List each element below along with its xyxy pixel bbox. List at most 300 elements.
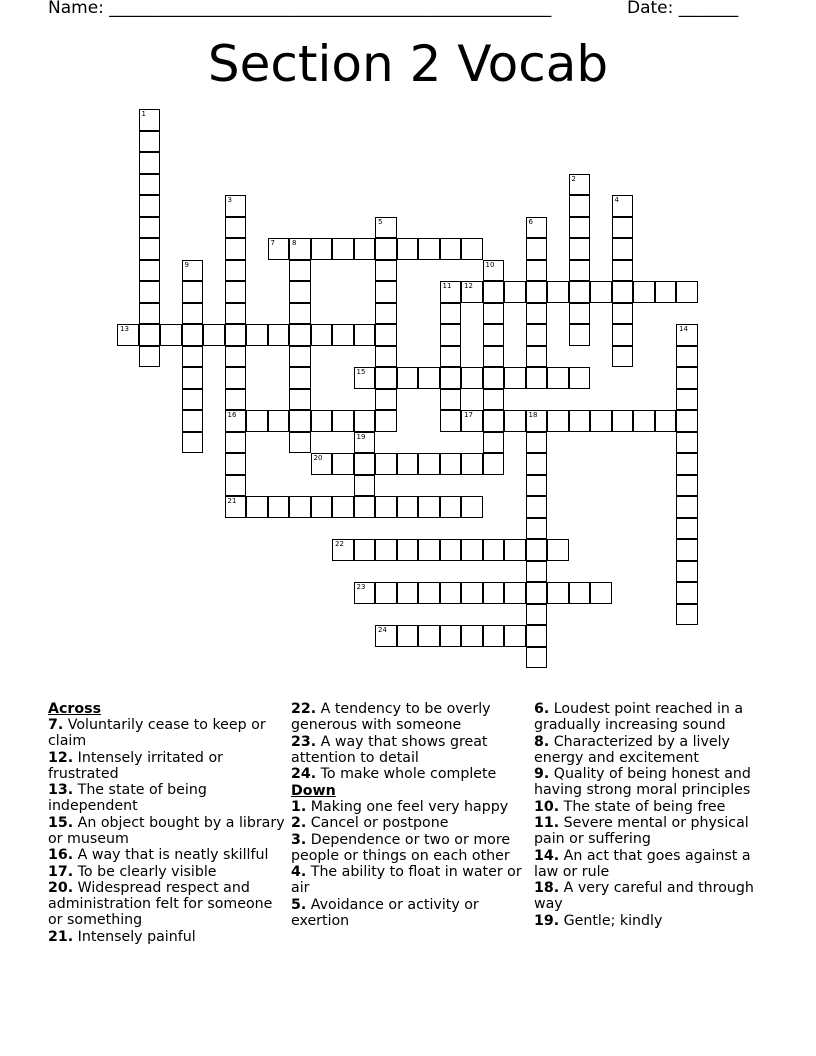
grid-cell[interactable] bbox=[268, 496, 290, 518]
grid-cell[interactable] bbox=[182, 346, 204, 368]
grid-cell[interactable] bbox=[526, 647, 548, 669]
clue-item bbox=[291, 815, 531, 831]
grid-cell[interactable] bbox=[526, 518, 548, 540]
grid-cell[interactable] bbox=[246, 410, 268, 432]
grid-cell[interactable] bbox=[440, 410, 462, 432]
grid-cell[interactable] bbox=[332, 324, 354, 346]
grid-cell[interactable] bbox=[225, 410, 247, 432]
grid-cell[interactable] bbox=[676, 561, 698, 583]
clue-text: An object bought by a library or museum bbox=[48, 814, 285, 847]
clue-item bbox=[534, 734, 774, 766]
grid-cell[interactable] bbox=[289, 303, 311, 325]
clue-item bbox=[534, 848, 774, 880]
clue-number: 17. bbox=[48, 863, 74, 880]
clue-text: To be clearly visible bbox=[73, 863, 217, 880]
grid-cell[interactable] bbox=[225, 346, 247, 368]
grid-cell[interactable] bbox=[483, 453, 505, 475]
grid-cell[interactable] bbox=[225, 260, 247, 282]
grid-cell[interactable] bbox=[612, 238, 634, 260]
clue-text: Dependence or two or more people or things on each other bbox=[291, 831, 511, 864]
clue-number-label: 12 bbox=[464, 282, 473, 290]
clue-number-label: 21 bbox=[227, 497, 237, 505]
clue-text: Widespread respect and administration felt for someone or something bbox=[48, 880, 273, 928]
grid-cell[interactable] bbox=[225, 238, 247, 260]
grid-cell[interactable] bbox=[375, 367, 397, 389]
clue-number-label: 18 bbox=[528, 411, 538, 419]
grid-cell[interactable] bbox=[440, 453, 462, 475]
grid-cell[interactable] bbox=[311, 410, 333, 432]
grid-cell[interactable] bbox=[139, 109, 161, 131]
grid-cell[interactable] bbox=[397, 238, 419, 260]
grid-cell[interactable] bbox=[461, 582, 483, 604]
grid-cell[interactable] bbox=[375, 582, 397, 604]
grid-cell[interactable] bbox=[182, 389, 204, 411]
grid-cell[interactable] bbox=[139, 281, 161, 303]
grid-cell[interactable] bbox=[676, 539, 698, 561]
clue-text: Cancel or postpone bbox=[306, 815, 449, 831]
clue-text: Voluntarily cease to keep or claim bbox=[48, 717, 266, 749]
grid-cell[interactable] bbox=[440, 346, 462, 368]
clue-item bbox=[291, 734, 531, 766]
date-field-label: Date: _______ bbox=[627, 0, 739, 18]
grid-cell[interactable] bbox=[504, 539, 526, 561]
grid-cell[interactable] bbox=[504, 582, 526, 604]
clue-item bbox=[534, 799, 774, 815]
clue-item bbox=[291, 766, 531, 782]
grid-cell[interactable] bbox=[569, 174, 591, 196]
clue-number-label: 19 bbox=[356, 432, 366, 441]
grid-cell[interactable] bbox=[526, 539, 548, 561]
grid-cell[interactable] bbox=[483, 260, 505, 282]
clue-text: The ability to float in water or air bbox=[291, 864, 522, 896]
grid-cell[interactable] bbox=[354, 432, 376, 454]
grid-cell[interactable] bbox=[655, 281, 677, 303]
clue-text: Quality of being honest and having strong moral principles bbox=[534, 766, 751, 798]
grid-cell[interactable] bbox=[311, 324, 333, 346]
clue-item bbox=[291, 832, 531, 864]
grid-cell[interactable] bbox=[526, 367, 548, 389]
grid-cell[interactable] bbox=[547, 539, 569, 561]
grid-cell[interactable] bbox=[676, 582, 698, 604]
grid-cell[interactable] bbox=[526, 281, 548, 303]
clue-text: A very careful and through way bbox=[534, 880, 754, 912]
grid-cell[interactable] bbox=[526, 561, 548, 583]
grid-cell[interactable] bbox=[311, 238, 333, 260]
grid-cell[interactable] bbox=[526, 303, 548, 325]
clue-number-label: 24 bbox=[378, 626, 387, 634]
grid-cell[interactable] bbox=[139, 303, 161, 325]
clue-number: 4. bbox=[291, 864, 307, 880]
clue-number: 1. bbox=[291, 798, 307, 815]
grid-cell[interactable] bbox=[483, 367, 505, 389]
clue-number-label: 14 bbox=[679, 325, 688, 333]
grid-cell[interactable] bbox=[461, 625, 483, 647]
grid-cell[interactable] bbox=[139, 260, 161, 282]
clue-number: 13. bbox=[48, 782, 74, 798]
grid-cell[interactable] bbox=[289, 389, 311, 411]
grid-cell[interactable] bbox=[440, 389, 462, 411]
clue-number-label: 17 bbox=[464, 411, 473, 419]
grid-cell[interactable] bbox=[289, 260, 311, 282]
grid-cell[interactable] bbox=[569, 238, 591, 260]
grid-cell[interactable] bbox=[182, 303, 204, 325]
grid-cell[interactable] bbox=[440, 539, 462, 561]
grid-cell[interactable] bbox=[483, 410, 505, 432]
grid-cell[interactable] bbox=[418, 625, 440, 647]
grid-cell[interactable] bbox=[676, 496, 698, 518]
grid-cell[interactable] bbox=[397, 496, 419, 518]
grid-cell[interactable] bbox=[354, 453, 376, 475]
grid-cell[interactable] bbox=[612, 324, 634, 346]
grid-cell[interactable] bbox=[569, 217, 591, 239]
grid-cell[interactable] bbox=[676, 475, 698, 497]
grid-cell[interactable] bbox=[612, 410, 634, 432]
grid-cell[interactable] bbox=[461, 453, 483, 475]
grid-cell[interactable] bbox=[311, 453, 333, 475]
grid-cell[interactable] bbox=[676, 324, 698, 346]
grid-cell[interactable] bbox=[418, 539, 440, 561]
clue-text: A way that is neatly skillful bbox=[73, 847, 269, 863]
grid-cell[interactable] bbox=[612, 260, 634, 282]
clue-item bbox=[48, 782, 288, 814]
grid-cell[interactable] bbox=[117, 324, 139, 346]
clue-number: 15. bbox=[48, 814, 74, 831]
grid-cell[interactable] bbox=[246, 496, 268, 518]
grid-cell[interactable] bbox=[375, 539, 397, 561]
clue-number: 23. bbox=[291, 733, 317, 750]
grid-cell[interactable] bbox=[354, 475, 376, 497]
grid-cell[interactable] bbox=[676, 453, 698, 475]
grid-cell[interactable] bbox=[397, 453, 419, 475]
grid-cell[interactable] bbox=[354, 238, 376, 260]
grid-cell[interactable] bbox=[289, 496, 311, 518]
grid-cell[interactable] bbox=[461, 281, 483, 303]
grid-cell[interactable] bbox=[354, 539, 376, 561]
grid-cell[interactable] bbox=[547, 281, 569, 303]
grid-cell[interactable] bbox=[590, 281, 612, 303]
grid-cell[interactable] bbox=[569, 367, 591, 389]
grid-cell[interactable] bbox=[440, 496, 462, 518]
grid-cell[interactable] bbox=[483, 281, 505, 303]
clue-text: Intensely irritated or frustrated bbox=[48, 749, 223, 782]
clue-number: 2. bbox=[291, 815, 307, 831]
grid-cell[interactable] bbox=[225, 303, 247, 325]
grid-cell[interactable] bbox=[332, 496, 354, 518]
clue-text: Loudest point reached in a gradually increasing sound bbox=[534, 701, 744, 733]
grid-cell[interactable] bbox=[332, 238, 354, 260]
grid-cell[interactable] bbox=[440, 238, 462, 260]
clue-item bbox=[291, 701, 531, 733]
clue-number: 22. bbox=[291, 701, 317, 717]
clue-item bbox=[534, 701, 774, 733]
grid-cell[interactable] bbox=[225, 195, 247, 217]
grid-cell[interactable] bbox=[504, 410, 526, 432]
clue-number-label: 9 bbox=[184, 260, 189, 269]
grid-cell[interactable] bbox=[526, 346, 548, 368]
grid-cell[interactable] bbox=[418, 582, 440, 604]
grid-cell[interactable] bbox=[569, 324, 591, 346]
clue-text: To make whole complete bbox=[316, 766, 497, 782]
grid-cell[interactable] bbox=[633, 410, 655, 432]
grid-cell[interactable] bbox=[418, 453, 440, 475]
grid-cell[interactable] bbox=[440, 303, 462, 325]
grid-cell[interactable] bbox=[375, 496, 397, 518]
grid-cell[interactable] bbox=[612, 281, 634, 303]
grid-cell[interactable] bbox=[461, 367, 483, 389]
clue-number-label: 22 bbox=[335, 540, 344, 548]
grid-cell[interactable] bbox=[397, 582, 419, 604]
grid-cell[interactable] bbox=[418, 238, 440, 260]
grid-cell[interactable] bbox=[526, 453, 548, 475]
clue-text: An act that goes against a law or rule bbox=[534, 847, 751, 880]
grid-cell[interactable] bbox=[612, 217, 634, 239]
grid-cell[interactable] bbox=[590, 410, 612, 432]
clue-number: 21. bbox=[48, 928, 74, 945]
grid-cell[interactable] bbox=[375, 217, 397, 239]
clue-item bbox=[48, 717, 288, 749]
clue-number: 19. bbox=[534, 912, 560, 929]
grid-cell[interactable] bbox=[354, 496, 376, 518]
clue-number-label: 8 bbox=[292, 239, 297, 247]
clue-number: 11. bbox=[534, 815, 560, 831]
grid-cell[interactable] bbox=[676, 604, 698, 626]
grid-cell[interactable] bbox=[332, 539, 354, 561]
grid-cell[interactable] bbox=[676, 410, 698, 432]
grid-cell[interactable] bbox=[289, 410, 311, 432]
grid-cell[interactable] bbox=[526, 496, 548, 518]
grid-cell[interactable] bbox=[139, 238, 161, 260]
grid-cell[interactable] bbox=[590, 582, 612, 604]
clue-number: 14. bbox=[534, 847, 560, 864]
clue-item bbox=[48, 815, 288, 847]
grid-cell[interactable] bbox=[289, 432, 311, 454]
grid-cell[interactable] bbox=[375, 324, 397, 346]
clue-number: 10. bbox=[534, 798, 560, 815]
clue-number: 8. bbox=[534, 733, 550, 750]
clue-number-label: 15 bbox=[356, 368, 366, 376]
grid-cell[interactable] bbox=[354, 582, 376, 604]
grid-cell[interactable] bbox=[225, 496, 247, 518]
clue-number-label: 3 bbox=[227, 196, 232, 204]
grid-cell[interactable] bbox=[160, 324, 182, 346]
clue-text: The state of being independent bbox=[48, 782, 207, 814]
grid-cell[interactable] bbox=[483, 582, 505, 604]
grid-cell[interactable] bbox=[397, 539, 419, 561]
clue-item bbox=[534, 815, 774, 847]
grid-cell[interactable] bbox=[139, 131, 161, 153]
grid-cell[interactable] bbox=[526, 324, 548, 346]
grid-cell[interactable] bbox=[375, 303, 397, 325]
clue-number-label: 13 bbox=[120, 325, 129, 333]
grid-cell[interactable] bbox=[633, 281, 655, 303]
clue-section-heading: Down bbox=[291, 782, 336, 799]
grid-cell[interactable] bbox=[139, 174, 161, 196]
grid-cell[interactable] bbox=[332, 410, 354, 432]
grid-cell[interactable] bbox=[676, 281, 698, 303]
grid-cell[interactable] bbox=[246, 324, 268, 346]
grid-cell[interactable] bbox=[569, 195, 591, 217]
clue-number: 16. bbox=[48, 847, 74, 863]
grid-cell[interactable] bbox=[612, 303, 634, 325]
grid-cell[interactable] bbox=[225, 281, 247, 303]
grid-cell[interactable] bbox=[569, 260, 591, 282]
grid-cell[interactable] bbox=[504, 367, 526, 389]
grid-cell[interactable] bbox=[139, 195, 161, 217]
clue-item bbox=[534, 880, 774, 912]
grid-cell[interactable] bbox=[375, 281, 397, 303]
grid-cell[interactable] bbox=[461, 496, 483, 518]
grid-cell[interactable] bbox=[289, 324, 311, 346]
grid-cell[interactable] bbox=[483, 389, 505, 411]
name-field-label: Name: ____________________________________________________ bbox=[48, 0, 552, 18]
grid-cell[interactable] bbox=[354, 324, 376, 346]
clue-number-label: 10 bbox=[485, 260, 495, 269]
grid-cell[interactable] bbox=[268, 324, 290, 346]
grid-cell[interactable] bbox=[289, 367, 311, 389]
grid-cell[interactable] bbox=[139, 346, 161, 368]
grid-cell[interactable] bbox=[526, 625, 548, 647]
grid-cell[interactable] bbox=[547, 367, 569, 389]
clue-section-heading: Across bbox=[48, 701, 102, 717]
grid-cell[interactable] bbox=[676, 367, 698, 389]
grid-cell[interactable] bbox=[461, 410, 483, 432]
grid-cell[interactable] bbox=[418, 367, 440, 389]
clue-item bbox=[48, 750, 288, 782]
clue-number-label: 23 bbox=[356, 583, 366, 591]
grid-cell[interactable] bbox=[289, 281, 311, 303]
grid-cell[interactable] bbox=[268, 238, 290, 260]
grid-cell[interactable] bbox=[461, 238, 483, 260]
grid-cell[interactable] bbox=[676, 346, 698, 368]
grid-cell[interactable] bbox=[139, 152, 161, 174]
clue-text: A tendency to be overly generous with someone bbox=[291, 701, 491, 733]
grid-cell[interactable] bbox=[182, 281, 204, 303]
grid-cell[interactable] bbox=[375, 389, 397, 411]
grid-cell[interactable] bbox=[526, 432, 548, 454]
grid-cell[interactable] bbox=[375, 453, 397, 475]
grid-cell[interactable] bbox=[268, 410, 290, 432]
grid-cell[interactable] bbox=[526, 238, 548, 260]
grid-cell[interactable] bbox=[375, 238, 397, 260]
clue-number-label: 2 bbox=[571, 174, 576, 183]
grid-cell[interactable] bbox=[526, 260, 548, 282]
grid-cell[interactable] bbox=[225, 367, 247, 389]
grid-cell[interactable] bbox=[182, 324, 204, 346]
clue-item bbox=[48, 864, 288, 880]
grid-cell[interactable] bbox=[483, 432, 505, 454]
clue-text: A way that shows great attention to detail bbox=[291, 733, 488, 766]
grid-cell[interactable] bbox=[504, 625, 526, 647]
clue-number: 20. bbox=[48, 880, 74, 896]
grid-cell[interactable] bbox=[483, 346, 505, 368]
grid-cell[interactable] bbox=[375, 260, 397, 282]
grid-cell[interactable] bbox=[375, 346, 397, 368]
grid-cell[interactable] bbox=[225, 475, 247, 497]
clue-column-1 bbox=[48, 701, 288, 945]
grid-cell[interactable] bbox=[182, 432, 204, 454]
grid-cell[interactable] bbox=[139, 217, 161, 239]
grid-cell[interactable] bbox=[375, 410, 397, 432]
grid-cell[interactable] bbox=[569, 303, 591, 325]
grid-cell[interactable] bbox=[461, 539, 483, 561]
clue-item bbox=[534, 766, 774, 798]
grid-cell[interactable] bbox=[676, 389, 698, 411]
grid-cell[interactable] bbox=[225, 389, 247, 411]
clue-number-label: 5 bbox=[378, 217, 383, 226]
grid-cell[interactable] bbox=[397, 367, 419, 389]
grid-cell[interactable] bbox=[225, 453, 247, 475]
grid-cell[interactable] bbox=[354, 367, 376, 389]
clue-number: 5. bbox=[291, 896, 307, 913]
grid-cell[interactable] bbox=[569, 281, 591, 303]
clue-text: Intensely painful bbox=[73, 928, 196, 945]
grid-cell[interactable] bbox=[139, 324, 161, 346]
clue-column-3 bbox=[534, 701, 774, 929]
clue-item bbox=[291, 799, 531, 815]
grid-cell[interactable] bbox=[504, 281, 526, 303]
grid-cell[interactable] bbox=[483, 539, 505, 561]
grid-cell[interactable] bbox=[526, 604, 548, 626]
clue-column-2 bbox=[291, 701, 531, 929]
clue-number-label: 20 bbox=[313, 454, 323, 462]
grid-cell[interactable] bbox=[182, 410, 204, 432]
grid-cell[interactable] bbox=[526, 410, 548, 432]
clue-item bbox=[48, 880, 288, 928]
grid-cell[interactable] bbox=[332, 453, 354, 475]
clue-number-label: 16 bbox=[227, 411, 237, 419]
grid-cell[interactable] bbox=[440, 367, 462, 389]
grid-cell[interactable] bbox=[676, 432, 698, 454]
grid-cell[interactable] bbox=[182, 260, 204, 282]
grid-cell[interactable] bbox=[547, 410, 569, 432]
grid-cell[interactable] bbox=[483, 324, 505, 346]
clue-item bbox=[48, 847, 288, 863]
grid-cell[interactable] bbox=[526, 217, 548, 239]
grid-cell[interactable] bbox=[676, 518, 698, 540]
grid-cell[interactable] bbox=[225, 432, 247, 454]
clue-item bbox=[291, 864, 531, 896]
grid-cell[interactable] bbox=[440, 324, 462, 346]
grid-cell[interactable] bbox=[354, 410, 376, 432]
grid-cell[interactable] bbox=[526, 475, 548, 497]
grid-cell[interactable] bbox=[203, 324, 225, 346]
grid-cell[interactable] bbox=[526, 582, 548, 604]
grid-cell[interactable] bbox=[440, 582, 462, 604]
grid-cell[interactable] bbox=[547, 582, 569, 604]
grid-cell[interactable] bbox=[289, 238, 311, 260]
grid-cell[interactable] bbox=[612, 195, 634, 217]
grid-cell[interactable] bbox=[569, 410, 591, 432]
grid-cell[interactable] bbox=[569, 582, 591, 604]
grid-cell[interactable] bbox=[418, 496, 440, 518]
grid-cell[interactable] bbox=[311, 496, 333, 518]
grid-cell[interactable] bbox=[289, 346, 311, 368]
clue-number: 7. bbox=[48, 717, 64, 733]
grid-cell[interactable] bbox=[182, 367, 204, 389]
grid-cell[interactable] bbox=[225, 324, 247, 346]
grid-cell[interactable] bbox=[375, 625, 397, 647]
grid-cell[interactable] bbox=[483, 625, 505, 647]
grid-cell[interactable] bbox=[397, 625, 419, 647]
grid-cell[interactable] bbox=[612, 346, 634, 368]
grid-cell[interactable] bbox=[440, 281, 462, 303]
grid-cell[interactable] bbox=[225, 217, 247, 239]
clue-number: 12. bbox=[48, 749, 74, 766]
grid-cell[interactable] bbox=[655, 410, 677, 432]
clue-number-label: 7 bbox=[270, 239, 275, 247]
grid-cell[interactable] bbox=[483, 303, 505, 325]
grid-cell[interactable] bbox=[440, 625, 462, 647]
